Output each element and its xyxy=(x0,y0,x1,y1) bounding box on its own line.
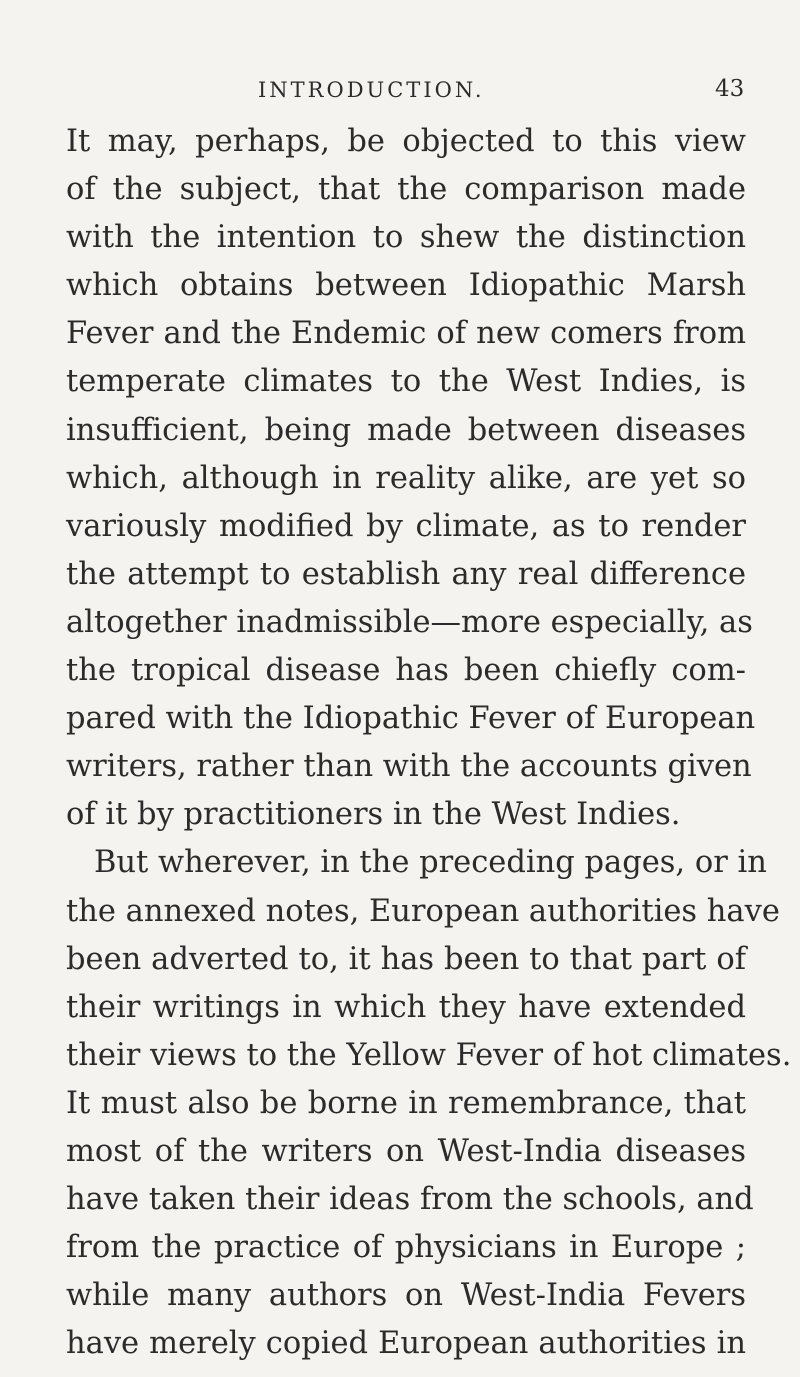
text-line: have merely copied European authorities in xyxy=(66,1326,746,1362)
text-line: which obtains between Idiopathic Marsh xyxy=(66,268,746,304)
text-line: the annexed notes, European authorities have xyxy=(66,893,780,929)
text-line: insufficient, being made between diseases xyxy=(66,412,746,448)
page-number: 43 xyxy=(715,76,745,102)
text-line: have taken their ideas from the schools, and xyxy=(66,1182,754,1218)
text-line: writers, rather than with the accounts given xyxy=(66,749,752,785)
text-line: the tropical disease has been chiefly com- xyxy=(66,653,746,689)
text-line: the attempt to establish any real difference xyxy=(66,556,746,592)
running-header: INTRODUCTION. xyxy=(258,78,485,102)
text-line: from the practice of physicians in Europe ; xyxy=(66,1230,746,1266)
text-line: But wherever, in the preceding pages, or in xyxy=(94,845,767,881)
text-line: most of the writers on West-India diseases xyxy=(66,1133,746,1169)
body-text xyxy=(66,118,792,1368)
text-line: It may, perhaps, be objected to this view xyxy=(66,124,746,159)
text-line: It must also be borne in remembrance, that xyxy=(66,1085,746,1121)
text-line: with the intention to shew the distinction xyxy=(66,220,746,256)
text-line: while many authors on West-India Fevers xyxy=(66,1278,746,1314)
text-line: temperate climates to the West Indies, is xyxy=(66,364,746,400)
text-line: variously modified by climate, as to render xyxy=(66,508,746,544)
text-line: been adverted to, it has been to that part of xyxy=(66,941,746,977)
text-line: pared with the Idiopathic Fever of European xyxy=(66,701,756,737)
text-line: Fever and the Endemic of new comers from xyxy=(66,316,746,352)
text-line: of it by practitioners in the West Indies. xyxy=(66,797,681,833)
text-line: their views to the Yellow Fever of hot climates. xyxy=(66,1037,792,1073)
text-line: which, although in reality alike, are yet so xyxy=(66,460,746,496)
text-line: of the subject, that the comparison made xyxy=(66,172,746,208)
text-line: altogether inadmissible—more especially, as xyxy=(66,604,753,640)
text-line: their writings in which they have extended xyxy=(66,989,746,1025)
